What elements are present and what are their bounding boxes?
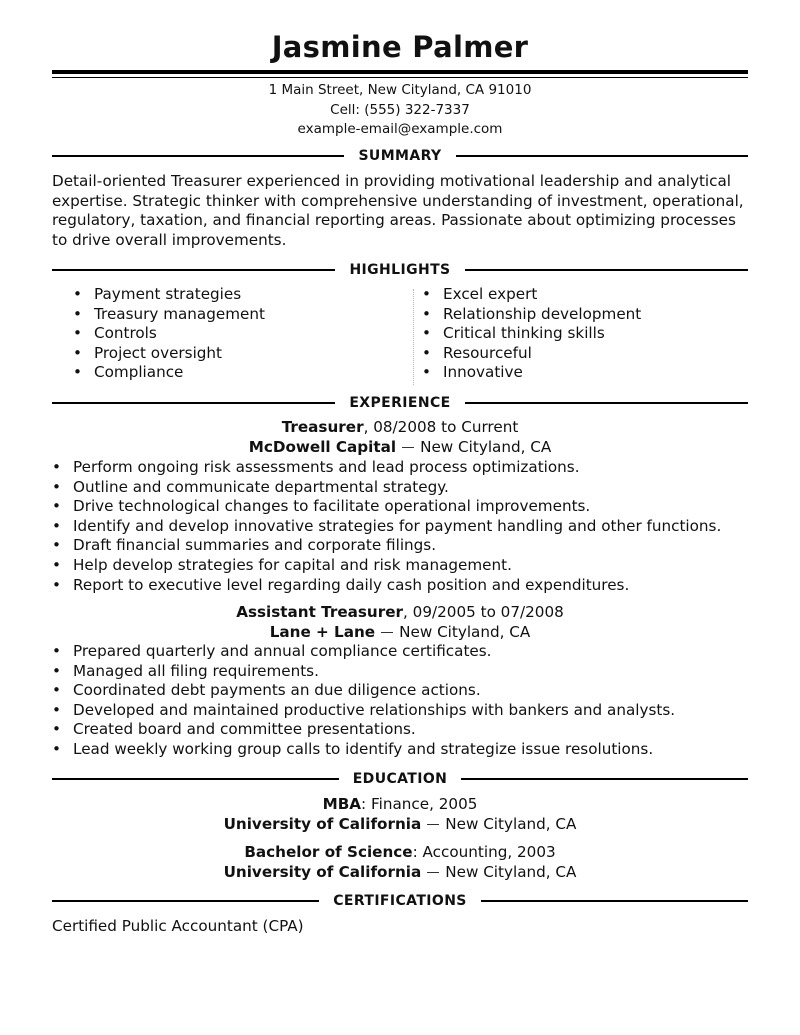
candidate-name: Jasmine Palmer xyxy=(271,30,529,64)
duty-item: • Perform ongoing risk assessments and lead process optimizations. xyxy=(31,458,721,478)
email: example-email@example.com xyxy=(297,121,503,137)
job-company: Lane + Lane xyxy=(269,622,376,641)
duty-item: • Help develop strategies for capital and risk management. xyxy=(31,556,721,576)
duty-item: • Outline and communicate departmental strategy. xyxy=(31,478,721,498)
job-location: New Cityland, CA xyxy=(420,437,552,456)
certifications-heading xyxy=(52,892,748,910)
duty-item: • Created board and committee presentations. xyxy=(31,720,675,740)
duty-item: • Identify and develop innovative strategies for payment handling and other functions. xyxy=(31,517,721,537)
address: 1 Main Street, New Cityland, CA 91010 xyxy=(268,82,532,98)
highlight-item: • Relationship development xyxy=(401,305,641,325)
dash-separator xyxy=(402,447,414,448)
contact-block xyxy=(0,81,800,140)
degree: Bachelor of Science xyxy=(244,843,413,861)
education-entry xyxy=(0,843,800,882)
summary-title: SUMMARY xyxy=(344,148,455,164)
job-header xyxy=(0,603,800,642)
highlights-right xyxy=(401,285,641,383)
school: University of California xyxy=(223,862,422,881)
degree-detail: : Finance, 2005 xyxy=(361,795,478,813)
job-role: Treasurer xyxy=(281,418,364,436)
education-entry xyxy=(0,795,800,834)
certification-item: Certified Public Accountant (CPA) xyxy=(52,917,304,935)
summary-heading xyxy=(52,147,748,165)
duty-item: • Report to executive level regarding daily cash position and expenditures. xyxy=(31,576,721,596)
highlights-title: HIGHLIGHTS xyxy=(335,262,464,278)
header-rule-thick xyxy=(52,70,748,74)
duty-item: • Managed all filing requirements. xyxy=(31,662,675,682)
job-dates: , 08/2008 to Current xyxy=(363,418,519,436)
degree: MBA xyxy=(322,795,362,813)
school-location: New Cityland, CA xyxy=(445,814,577,833)
duty-item: • Prepared quarterly and annual compliance certificates. xyxy=(31,642,675,662)
highlight-item: • Treasury management xyxy=(52,305,265,325)
dash-separator xyxy=(427,872,439,873)
highlight-item: • Critical thinking skills xyxy=(401,324,641,344)
highlight-item: • Payment strategies xyxy=(52,285,265,305)
duty-item: • Draft financial summaries and corporate filings. xyxy=(31,536,721,556)
job-role: Assistant Treasurer xyxy=(236,603,404,621)
duty-item: • Lead weekly working group calls to identify and strategize issue resolutions. xyxy=(31,740,675,760)
school: University of California xyxy=(223,814,422,833)
highlight-item: • Project oversight xyxy=(52,344,265,364)
education-title: EDUCATION xyxy=(339,771,462,787)
duty-item: • Drive technological changes to facilitate operational improvements. xyxy=(31,497,721,517)
highlight-item: • Compliance xyxy=(52,363,265,383)
highlight-item: • Innovative xyxy=(401,363,641,383)
dash-separator xyxy=(381,632,393,633)
experience-heading xyxy=(52,394,748,412)
cell-phone: Cell: (555) 322-7337 xyxy=(330,101,470,118)
dash-separator xyxy=(427,824,439,825)
duty-item: • Developed and maintained productive relationships with bankers and analysts. xyxy=(31,701,675,721)
highlights-heading xyxy=(52,261,748,279)
certifications-title: CERTIFICATIONS xyxy=(319,893,481,909)
job-header xyxy=(0,418,800,457)
highlight-item: • Excel expert xyxy=(401,285,641,305)
summary-text: Detail-oriented Treasurer experienced in providing motivational leadership and analytical expertise. Strategic thinker with comprehensive understanding of investment, operational, regulatory, taxation, and financial reporting areas. Passionate about optimizing processes to drive overall improvements. xyxy=(52,172,744,249)
highlight-item: • Resourceful xyxy=(401,344,641,364)
education-heading xyxy=(52,770,748,788)
school-location: New Cityland, CA xyxy=(445,862,577,881)
degree-detail: : Accounting, 2003 xyxy=(412,843,556,861)
job-location: New Cityland, CA xyxy=(399,622,531,641)
highlight-item: • Controls xyxy=(52,324,265,344)
job-dates: , 09/2005 to 07/2008 xyxy=(403,603,564,621)
job-duties xyxy=(52,642,675,760)
duty-item: • Coordinated debt payments an due diligence actions. xyxy=(31,681,675,701)
experience-title: EXPERIENCE xyxy=(335,395,464,411)
highlights-left xyxy=(52,285,265,383)
header-rule-thin xyxy=(52,77,748,78)
job-duties xyxy=(52,458,721,595)
job-company: McDowell Capital xyxy=(248,437,397,456)
